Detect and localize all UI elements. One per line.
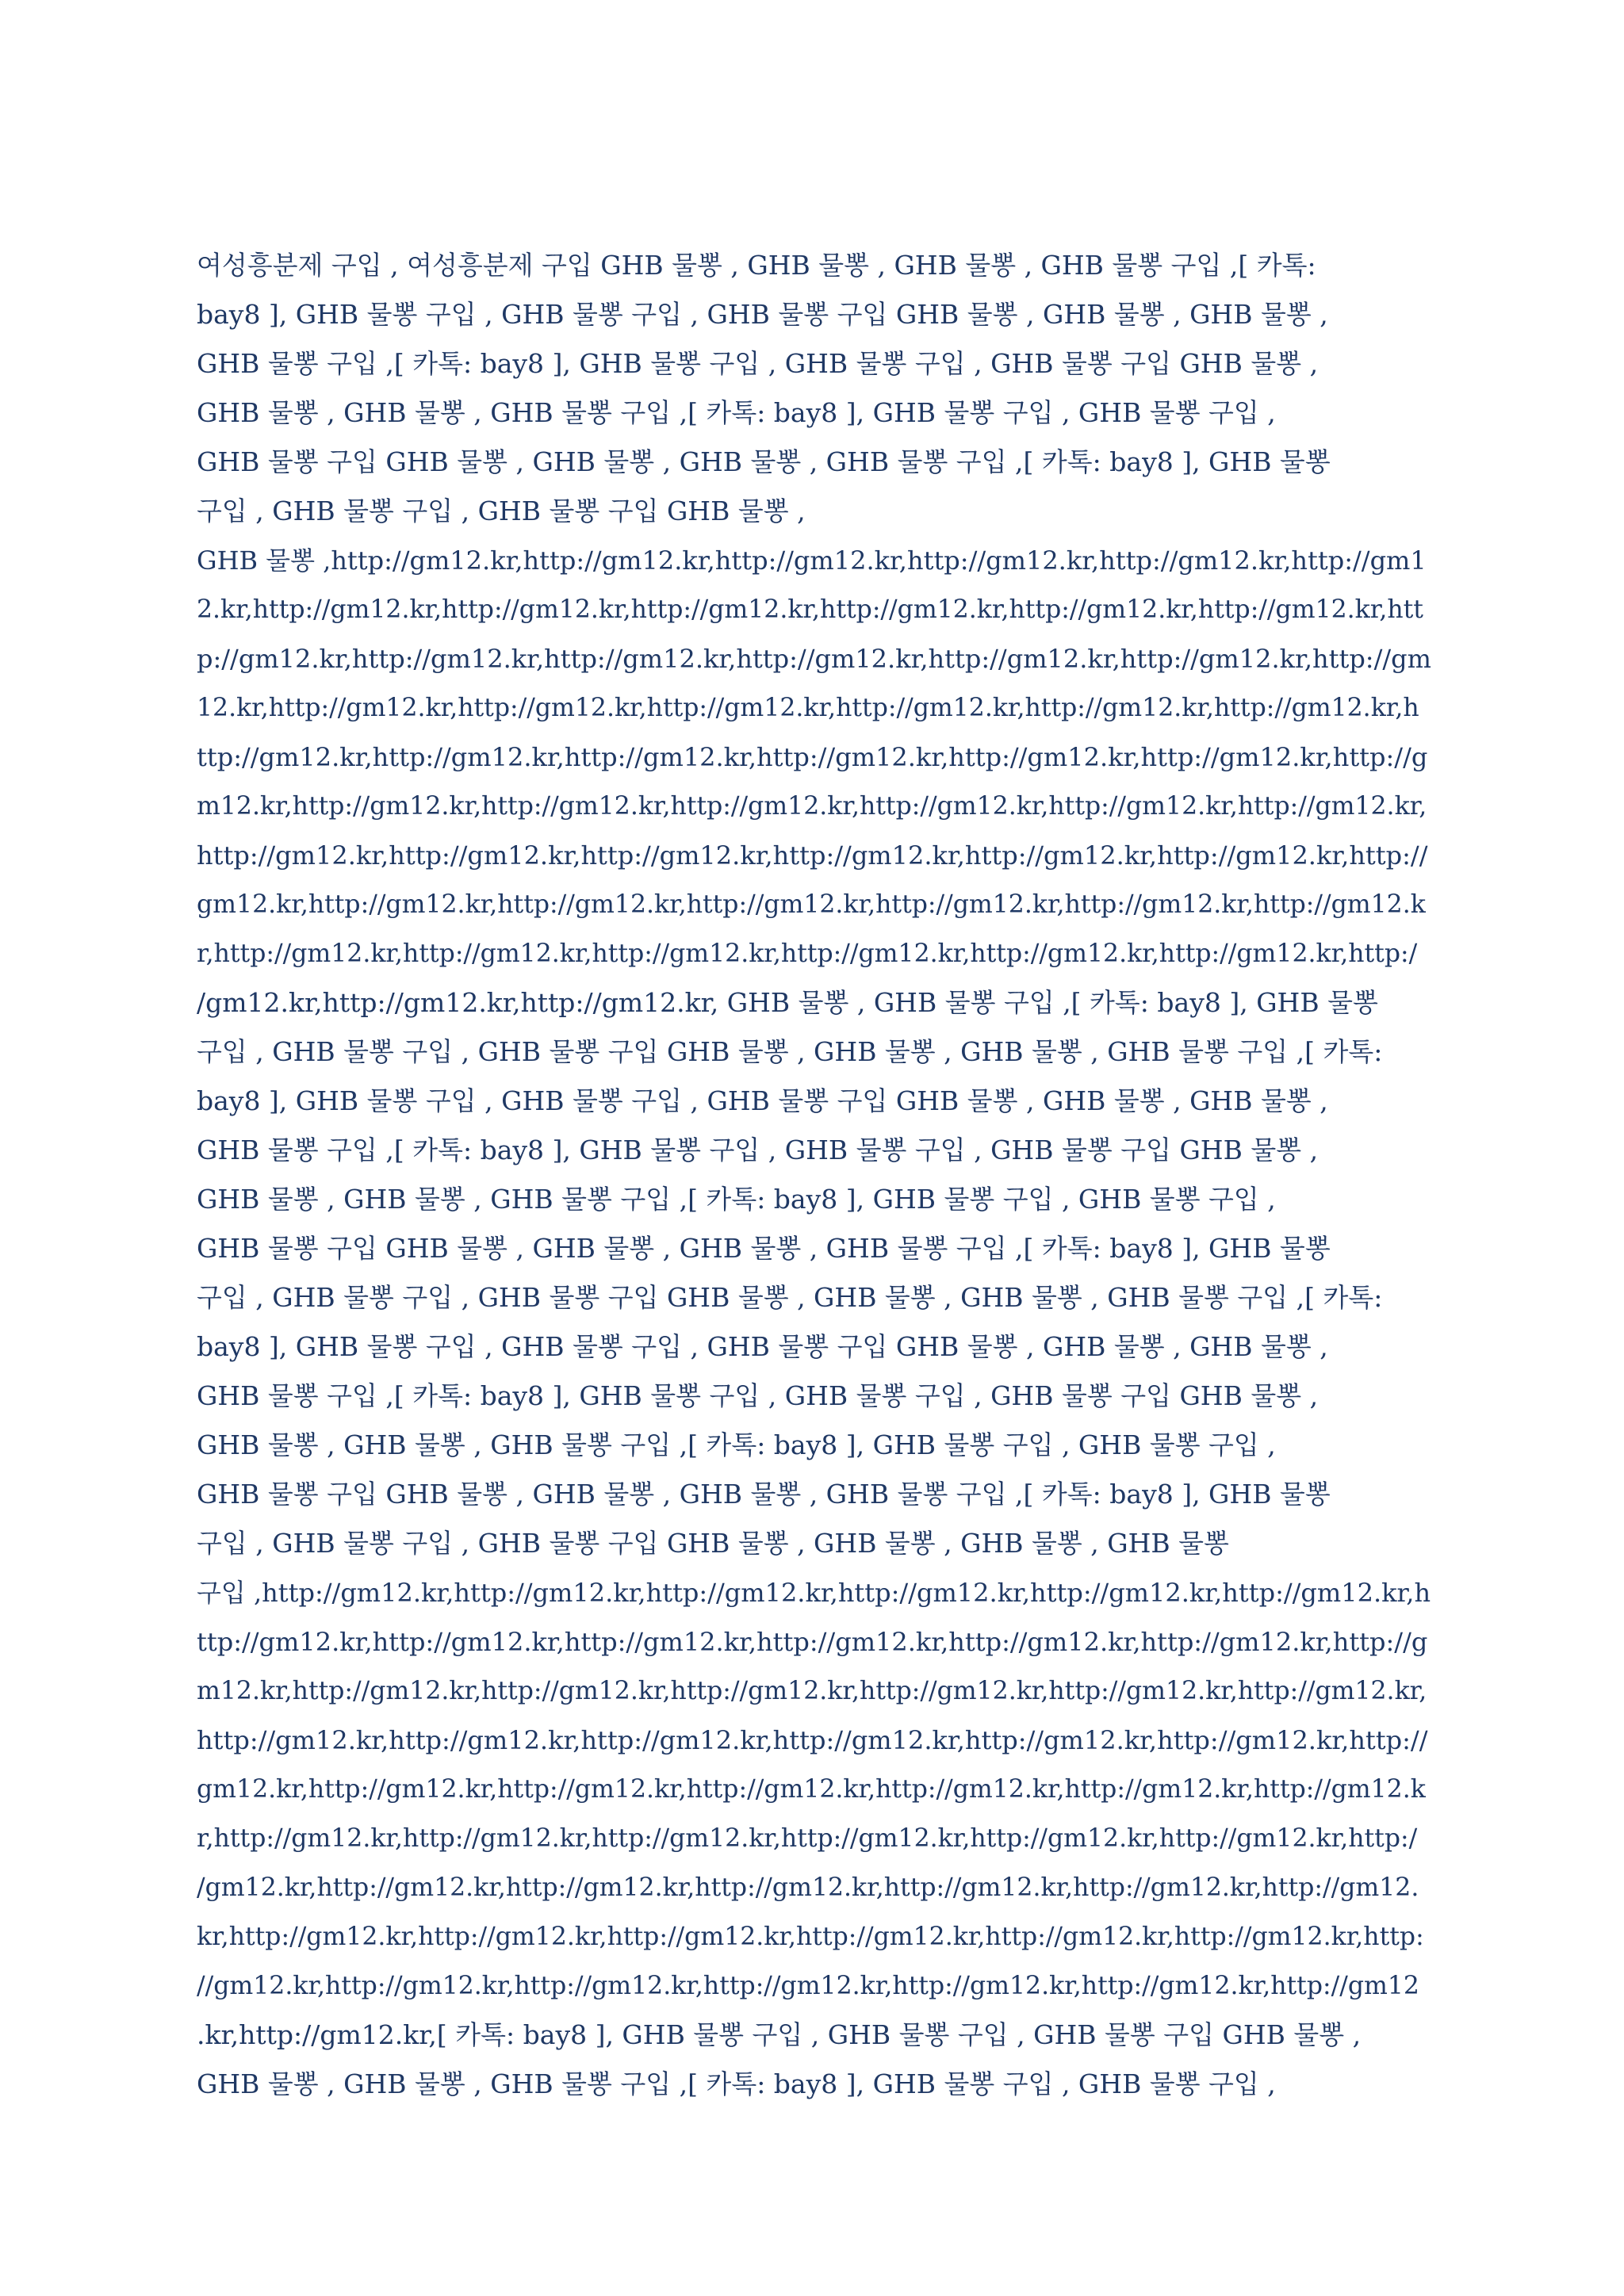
text-line: GHB 물뽕 구입 ,[ 카톡: bay8 ], GHB 물뽕 구입 , GHB 물뽕 구입 , GHB 물뽕 구입 GHB 물뽕 , (197, 1135, 1319, 1165)
text-line: gm12.kr,http://gm12.kr,http://gm12.kr,http://gm12.kr,http://gm12.kr,http://gm12.kr,http://gm12.k (197, 890, 1426, 919)
text-line: GHB 물뽕 ,http://gm12.kr,http://gm12.kr,http://gm12.kr,http://gm12.kr,http://gm12.kr,http://gm1 (197, 545, 1427, 576)
text-line: kr,http://gm12.kr,http://gm12.kr,http://gm12.kr,http://gm12.kr,http://gm12.kr,http://gm12.kr,http: (197, 1923, 1424, 1951)
text-line: /gm12.kr,http://gm12.kr,http://gm12.kr, GHB 물뽕 , GHB 물뽕 구입 ,[ 카톡: bay8 ], GHB 물뽕 (197, 987, 1378, 1018)
text-line: GHB 물뽕 구입 GHB 물뽕 , GHB 물뽕 , GHB 물뽕 , GHB 물뽕 구입 ,[ 카톡: bay8 ], GHB 물뽕 (197, 1233, 1331, 1264)
text-line: m12.kr,http://gm12.kr,http://gm12.kr,http://gm12.kr,http://gm12.kr,http://gm12.kr,http://gm12.kr, (197, 792, 1427, 821)
text-line: 구입 , GHB 물뽕 구입 , GHB 물뽕 구입 GHB 물뽕 , GHB 물뽕 , GHB 물뽕 , GHB 물뽕 구입 ,[ 카톡: (197, 1036, 1383, 1067)
text-line: 12.kr,http://gm12.kr,http://gm12.kr,http://gm12.kr,http://gm12.kr,http://gm12.kr,http://gm12.kr,h (197, 694, 1419, 722)
text-line: GHB 물뽕 구입 GHB 물뽕 , GHB 물뽕 , GHB 물뽕 , GHB 물뽕 구입 ,[ 카톡: bay8 ], GHB 물뽕 (197, 446, 1331, 477)
text-line: http://gm12.kr,http://gm12.kr,http://gm12.kr,http://gm12.kr,http://gm12.kr,http://gm12.kr,http:// (197, 840, 1428, 871)
text-line: m12.kr,http://gm12.kr,http://gm12.kr,http://gm12.kr,http://gm12.kr,http://gm12.kr,http://gm12.kr, (197, 1677, 1427, 1705)
text-line: ttp://gm12.kr,http://gm12.kr,http://gm12.kr,http://gm12.kr,http://gm12.kr,http://gm12.kr,http://g (197, 742, 1428, 772)
text-line: 구입 , GHB 물뽕 구입 , GHB 물뽕 구입 GHB 물뽕 , GHB 물뽕 , GHB 물뽕 , GHB 물뽕 (197, 1528, 1229, 1559)
text-line: //gm12.kr,http://gm12.kr,http://gm12.kr,http://gm12.kr,http://gm12.kr,http://gm12.kr,http://gm12 (197, 1972, 1419, 2000)
text-line: http://gm12.kr,http://gm12.kr,http://gm12.kr,http://gm12.kr,http://gm12.kr,http://gm12.kr,http:// (197, 1725, 1428, 1755)
text-line: GHB 물뽕 , GHB 물뽕 , GHB 물뽕 구입 ,[ 카톡: bay8 ], GHB 물뽕 구입 , GHB 물뽕 구입 , (197, 397, 1276, 428)
document-body (197, 241, 1434, 2109)
text-line: GHB 물뽕 구입 GHB 물뽕 , GHB 물뽕 , GHB 물뽕 , GHB 물뽕 구입 ,[ 카톡: bay8 ], GHB 물뽕 (197, 1479, 1331, 1510)
text-line: 여성흥분제 구입 , 여성흥분제 구입 GHB 물뽕 , GHB 물뽕 , GHB 물뽕 , GHB 물뽕 구입 ,[ 카톡: (197, 250, 1316, 281)
text-line: r,http://gm12.kr,http://gm12.kr,http://gm12.kr,http://gm12.kr,http://gm12.kr,http://gm12.kr,http:/ (197, 1824, 1418, 1853)
text-line: r,http://gm12.kr,http://gm12.kr,http://gm12.kr,http://gm12.kr,http://gm12.kr,http://gm12.kr,http:/ (197, 939, 1418, 968)
text-line: /gm12.kr,http://gm12.kr,http://gm12.kr,http://gm12.kr,http://gm12.kr,http://gm12.kr,http://gm12. (197, 1873, 1419, 1902)
text-line: GHB 물뽕 구입 ,[ 카톡: bay8 ], GHB 물뽕 구입 , GHB 물뽕 구입 , GHB 물뽕 구입 GHB 물뽕 , (197, 348, 1319, 379)
text-line: bay8 ], GHB 물뽕 구입 , GHB 물뽕 구입 , GHB 물뽕 구입 GHB 물뽕 , GHB 물뽕 , GHB 물뽕 , (197, 1331, 1328, 1362)
text-line: .kr,http://gm12.kr,[ 카톡: bay8 ], GHB 물뽕 구입 , GHB 물뽕 구입 , GHB 물뽕 구입 GHB 물뽕 , (197, 2019, 1362, 2050)
text-line: p://gm12.kr,http://gm12.kr,http://gm12.kr,http://gm12.kr,http://gm12.kr,http://gm12.kr,http://gm (197, 644, 1431, 674)
text-line: GHB 물뽕 , GHB 물뽕 , GHB 물뽕 구입 ,[ 카톡: bay8 ], GHB 물뽕 구입 , GHB 물뽕 구입 , (197, 2068, 1276, 2099)
text-line: bay8 ], GHB 물뽕 구입 , GHB 물뽕 구입 , GHB 물뽕 구입 GHB 물뽕 , GHB 물뽕 , GHB 물뽕 , (197, 1085, 1328, 1116)
text-line: ttp://gm12.kr,http://gm12.kr,http://gm12.kr,http://gm12.kr,http://gm12.kr,http://gm12.kr,http://g (197, 1627, 1428, 1657)
text-line: GHB 물뽕 , GHB 물뽕 , GHB 물뽕 구입 ,[ 카톡: bay8 ], GHB 물뽕 구입 , GHB 물뽕 구입 , (197, 1429, 1276, 1460)
text-line: gm12.kr,http://gm12.kr,http://gm12.kr,http://gm12.kr,http://gm12.kr,http://gm12.kr,http://gm12.k (197, 1775, 1426, 1804)
text-line: GHB 물뽕 구입 ,[ 카톡: bay8 ], GHB 물뽕 구입 , GHB 물뽕 구입 , GHB 물뽕 구입 GHB 물뽕 , (197, 1380, 1319, 1411)
text-line: 구입 ,http://gm12.kr,http://gm12.kr,http://gm12.kr,http://gm12.kr,http://gm12.kr,http://gm12.kr,h (197, 1578, 1431, 1608)
text-line: 구입 , GHB 물뽕 구입 , GHB 물뽕 구입 GHB 물뽕 , (197, 496, 806, 526)
text-line: 2.kr,http://gm12.kr,http://gm12.kr,http://gm12.kr,http://gm12.kr,http://gm12.kr,http://gm12.kr,htt (197, 595, 1423, 624)
text-line: bay8 ], GHB 물뽕 구입 , GHB 물뽕 구입 , GHB 물뽕 구입 GHB 물뽕 , GHB 물뽕 , GHB 물뽕 , (197, 299, 1328, 330)
text-line: 구입 , GHB 물뽕 구입 , GHB 물뽕 구입 GHB 물뽕 , GHB 물뽕 , GHB 물뽕 , GHB 물뽕 구입 ,[ 카톡: (197, 1282, 1383, 1313)
text-line: GHB 물뽕 , GHB 물뽕 , GHB 물뽕 구입 ,[ 카톡: bay8 ], GHB 물뽕 구입 , GHB 물뽕 구입 , (197, 1184, 1276, 1215)
